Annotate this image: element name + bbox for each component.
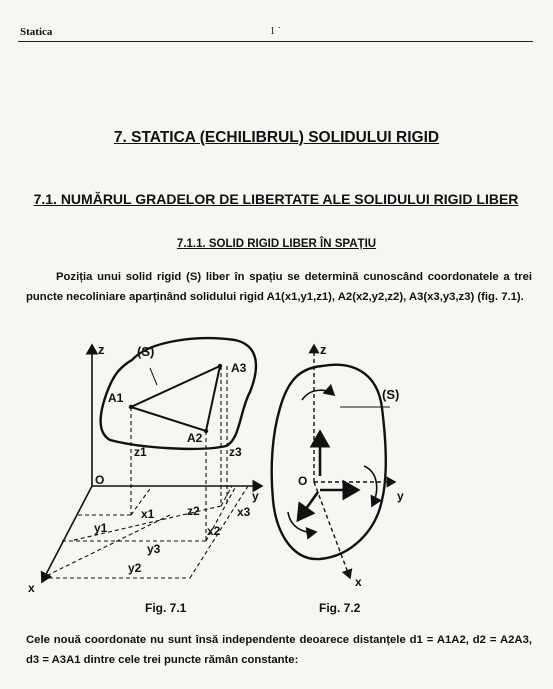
fig1-label-x2: x2	[207, 524, 221, 538]
fig1-label-x1: x1	[141, 507, 155, 521]
fig2-label-o: O	[298, 474, 308, 488]
fig1-label-y3: y3	[147, 542, 161, 556]
fig1-label-z1: z1	[134, 445, 147, 459]
fig1-label-a1: A1	[108, 391, 124, 405]
running-header: Statica	[20, 26, 53, 38]
fig1-label-y2: y2	[128, 561, 142, 575]
fig1-s-leader	[150, 368, 157, 385]
fig1-label-x: x	[28, 581, 35, 595]
fig1-label-x3: x3	[237, 505, 251, 519]
fig2-caption: Fig. 7.2	[319, 601, 361, 615]
subsection-title: 7.1.1. SOLID RIGID LIBER ÎN SPAȚIU	[176, 238, 377, 250]
fig2-label-z: z	[320, 342, 327, 357]
fig1-label-o: O	[95, 473, 105, 487]
fig2-label-s: (S)	[382, 387, 400, 402]
fig1-triangle	[131, 366, 220, 431]
fig1-x-axis	[42, 486, 92, 582]
fig1-label-z3: z3	[229, 445, 242, 459]
fig1-label-z: z	[98, 342, 105, 357]
fig1-label-y: y	[252, 489, 259, 503]
figure-7-2	[272, 342, 404, 615]
fig2-solid-s	[272, 365, 386, 559]
fig1-label-z2: z2	[187, 504, 200, 518]
paragraph-2: Cele nouă coordonate nu sunt însă independente deoarece distanțele d1 = A1A2, d2 = A2A3, d3 = A3A1 dintre cele trei puncte rămân constante:	[26, 634, 532, 666]
fig1-solid-s	[101, 338, 256, 449]
chapter-title: 7. STATICA (ECHILIBRUL) SOLIDULUI RIGID	[113, 129, 440, 146]
fig1-label-y1: y1	[94, 521, 108, 535]
fig2-vector-x	[298, 492, 318, 520]
page-mark: 1 ˙	[270, 26, 281, 37]
fig1-caption: Fig. 7.1	[145, 601, 187, 615]
fig2-rotation-y	[364, 466, 377, 506]
fig2-x-axis	[314, 482, 350, 578]
section-title: 7.1. NUMĂRUL GRADELOR DE LIBERTATE ALE SOLIDULUI RIGID LIBER	[33, 191, 519, 207]
fig2-label-y: y	[397, 489, 404, 503]
fig2-label-x: x	[355, 575, 362, 589]
fig1-label-s: (S)	[137, 344, 155, 359]
figure-7-1	[28, 338, 262, 615]
fig1-label-a2: A2	[187, 431, 203, 445]
fig2-rotation-z	[302, 390, 334, 400]
fig1-label-a3: A3	[231, 361, 247, 375]
paragraph-1: Poziția unui solid rigid (S) liber în spațiu se determină cunoscând coordonatele a trei puncte necoliniare aparținând solidului rigid A1(x1,y1,z1), A2(x2,y2,z2), A3(x3,y3,z3) (fig. 7.1).	[26, 271, 532, 303]
